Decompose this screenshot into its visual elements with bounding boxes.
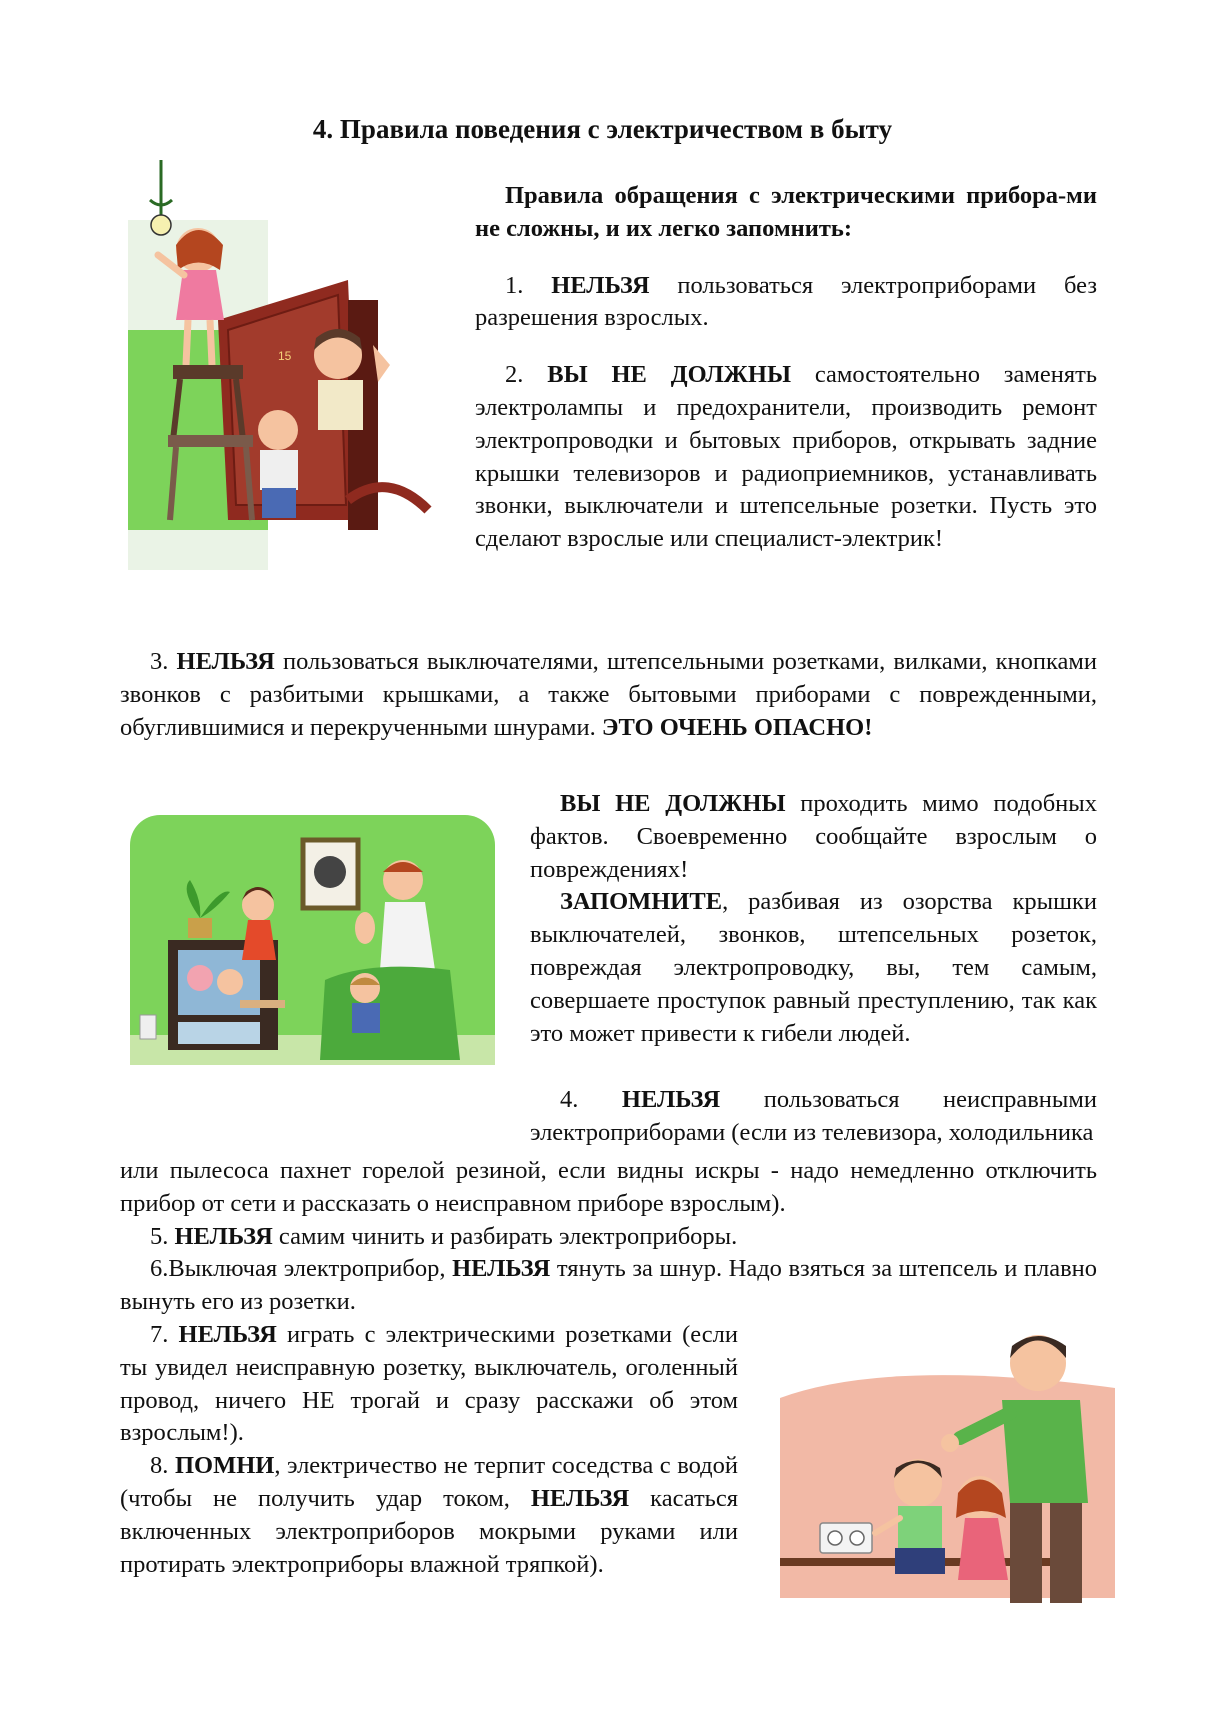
rule-4-number: 4.: [560, 1086, 622, 1114]
illustration-socket-warning: [770, 1318, 1125, 1623]
rule-3-text: пользоваться выключателями, штепсельными розетками, вилками, кнопками звонков с разбитыми крышками, а также бытовыми приборами с поврежденными, обуглившимися и перекрученными шнурами.: [120, 648, 1098, 741]
rule-5-number: 5.: [150, 1222, 175, 1250]
note-2: [530, 886, 1097, 1050]
rule-4-keyword: НЕЛЬЗЯ: [621, 1086, 721, 1114]
rule-7-number: 7.: [150, 1321, 179, 1348]
rule-8-number: 8.: [150, 1452, 175, 1480]
rule-2: [475, 359, 1097, 556]
note-1: [530, 788, 1097, 886]
rule-7-keyword: НЕЛЬЗЯ: [178, 1321, 277, 1348]
note-1-text: проходить мимо подобных фактов. Своевременно сообщайте взрослым о повреждениях!: [530, 790, 1097, 883]
rule-2-text: самостоятельно заменять электролампы и предохранители, производить ремонт электропроводки и бытовых приборов, открывать задние крышки телевизоров и радиоприемников, устанавливать звонки, выключатели и штепсельные розетки. Пусть это сделают взрослые или специалист-электрик!: [475, 361, 1097, 553]
rule-4-text-a: пользоваться неисправными электроприборами (если из телевизора, холодильника: [530, 1086, 1097, 1147]
note-2-keyword: ЗАПОМНИТЕ: [560, 888, 723, 916]
page-title: 4. Правила поведения с электричеством в быту: [312, 114, 893, 144]
rule-8-keyword: ПОМНИ: [174, 1452, 275, 1480]
rule-3-warning: ЭТО ОЧЕНЬ ОПАСНО!: [601, 713, 873, 741]
rules-full-width: [120, 1155, 1097, 1319]
door-number: 15: [278, 349, 292, 363]
note-1-keyword: ВЫ НЕ ДОЛЖНЫ: [560, 790, 786, 817]
note-2-text: , разбивая из озорства крышки выключателей, звонков, штепсельных розеток, повреждая электропроводку, вы, тем самым, совершаете проступок равный преступлению, так как это может привести к гибели людей.: [530, 888, 1097, 1047]
rule-2-keyword: ВЫ НЕ ДОЛЖНЫ: [547, 361, 792, 389]
rule-1-number: 1.: [505, 271, 552, 299]
rule-8-text-b: касаться включенных электроприборов мокрыми руками или протирать электроприборы влажной тряпкой).: [120, 1484, 738, 1578]
rule-3-block: [120, 646, 1097, 744]
intro-paragraph: Правила обращения с электрическими прибора-ми не сложны, и их легко запомнить:: [475, 182, 1097, 242]
illustration-tv-room: [120, 810, 500, 1075]
rule-7: [120, 1319, 738, 1450]
rule-6: [120, 1253, 1097, 1319]
rule-5-keyword: НЕЛЬЗЯ: [174, 1222, 273, 1250]
rule-3-keyword: НЕЛЬЗЯ: [176, 648, 275, 675]
rules-column-middle: [530, 788, 1097, 1150]
rule-2-number: 2.: [505, 361, 548, 389]
rule-3: [120, 646, 1097, 744]
rule-8-text-a: , электричество не терпит соседства с водой (чтобы не получить удар током,: [120, 1452, 739, 1512]
tv-room-drawing: [120, 810, 500, 1075]
rule-1-keyword: НЕЛЬЗЯ: [551, 271, 650, 299]
rule-3-number: 3.: [150, 648, 177, 675]
rule-6-number: 6.Выключая электроприбор,: [150, 1255, 453, 1283]
girl-lightbulb-drawing: [128, 160, 440, 570]
rule-8-keyword-2: НЕЛЬЗЯ: [530, 1484, 630, 1512]
rule-1-text: пользоваться электроприборами без разрешения взрослых.: [475, 271, 1097, 332]
rule-6-text: тянуть за шнур. Надо взяться за штепсель и плавно вынуть его из розетки.: [120, 1255, 1098, 1316]
rule-5: [120, 1221, 1097, 1254]
rule-4-part-a: [530, 1084, 1097, 1150]
rules-column-bottom: [120, 1319, 738, 1581]
rule-8: [120, 1450, 738, 1581]
rules-column-top: [475, 180, 1097, 556]
rule-4-part-b: или пылесоса пахнет горелой резиной, если видны искры - надо немедленно отключить прибор от сети и рассказать о неисправном приборе взрослым).: [120, 1157, 1097, 1217]
socket-warning-drawing: [770, 1318, 1125, 1623]
illustration-girl-lightbulb: [128, 160, 440, 570]
rule-7-text: играть с электрическими розетками (если ты увидел неисправную розетку, выключатель, оголенный провод, ничего НЕ трогай и сразу расскажи об этом взрослым!).: [120, 1321, 738, 1447]
rule-5-text: самим чинить и разбирать электроприборы.: [272, 1222, 738, 1250]
rule-6-keyword: НЕЛЬЗЯ: [452, 1255, 551, 1283]
rule-1: [475, 270, 1097, 336]
